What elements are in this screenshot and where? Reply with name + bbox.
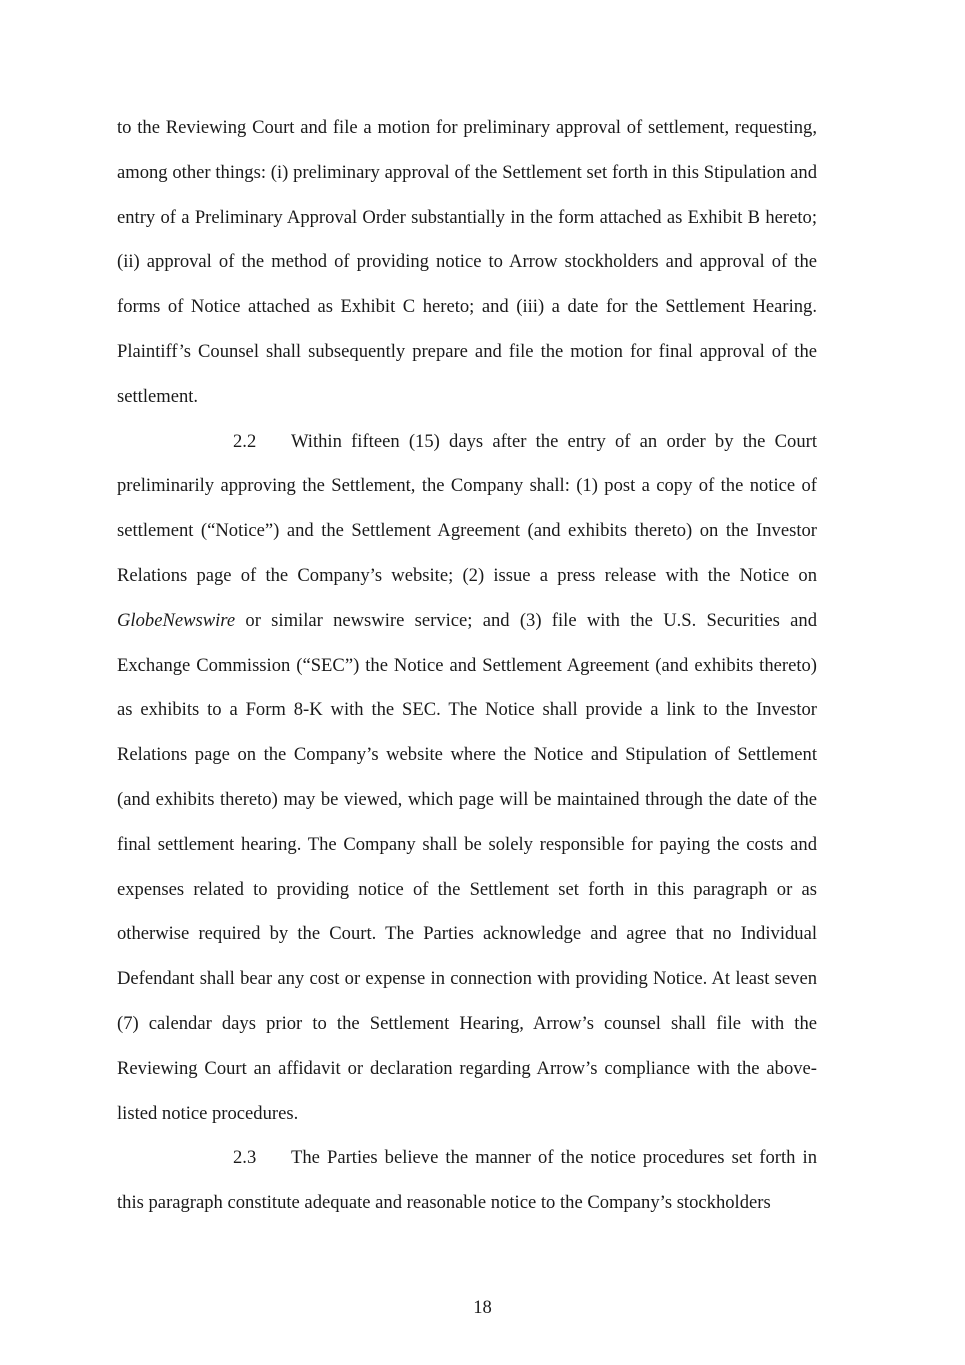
section-number: 2.3 <box>233 1147 257 1169</box>
paragraph-section-2-2 <box>117 420 817 1137</box>
page-number: 18 <box>473 1297 492 1318</box>
section-number: 2.2 <box>233 430 257 452</box>
section-text: Within fifteen (15) days after the entry of an order by the Court preliminarily approving the Settlement, the Company shall: (1) post a copy of the notice of settlement (“Notice”) and the Settlement Agreement (and exhibits thereto) on the Investor Relations page of the Company’s website; (2) issue a press release with the Notice on <box>117 430 817 586</box>
paragraph-continuation: to the Reviewing Court and file a motion for preliminary approval of settlement, requesting, among other things: (i) preliminary approval of the Settlement set forth in this Stipulation and entry of a Preliminary Approval Order substantially in the form attached as Exhibit B hereto; (ii) approval of the method of providing notice to Arrow stockholders and approval of the forms of Notice attached as Exhibit C hereto; and (iii) a date for the Settlement Hearing. Plaintiff’s Counsel shall subsequently prepare and file the motion for final approval of the settlement. <box>117 117 817 407</box>
section-text: The Parties believe the manner of the notice procedures set forth in this paragraph constitute adequate and reasonable notice to the Company’s stockholders <box>117 1147 817 1214</box>
section-text-continued: or similar newswire service; and (3) file with the U.S. Securities and Exchange Commission (“SEC”) the Notice and Settlement Agreement (and exhibits thereto) as exhibits to a Form 8-K with the SEC. The Notice shall provide a link to the Investor Relations page on the Company’s website where the Notice and Stipulation of Settlement (and exhibits thereto) may be viewed, which page will be maintained through the date of the final settlement hearing. The Company shall be solely responsible for paying the costs and expenses related to providing notice of the Settlement set forth in this paragraph or as otherwise required by the Court. The Parties acknowledge and agree that no Individual Defendant shall bear any cost or expense in connection with providing Notice. At least seven (7) calendar days prior to the Settlement Hearing, Arrow’s counsel shall file with the Reviewing Court an affidavit or declaration regarding Arrow’s compliance with the above-listed notice procedures. <box>117 609 817 1124</box>
document-body <box>117 106 817 1226</box>
italic-publication-name: GlobeNewswire <box>117 609 236 631</box>
paragraph-section-2-3 <box>117 1136 817 1226</box>
